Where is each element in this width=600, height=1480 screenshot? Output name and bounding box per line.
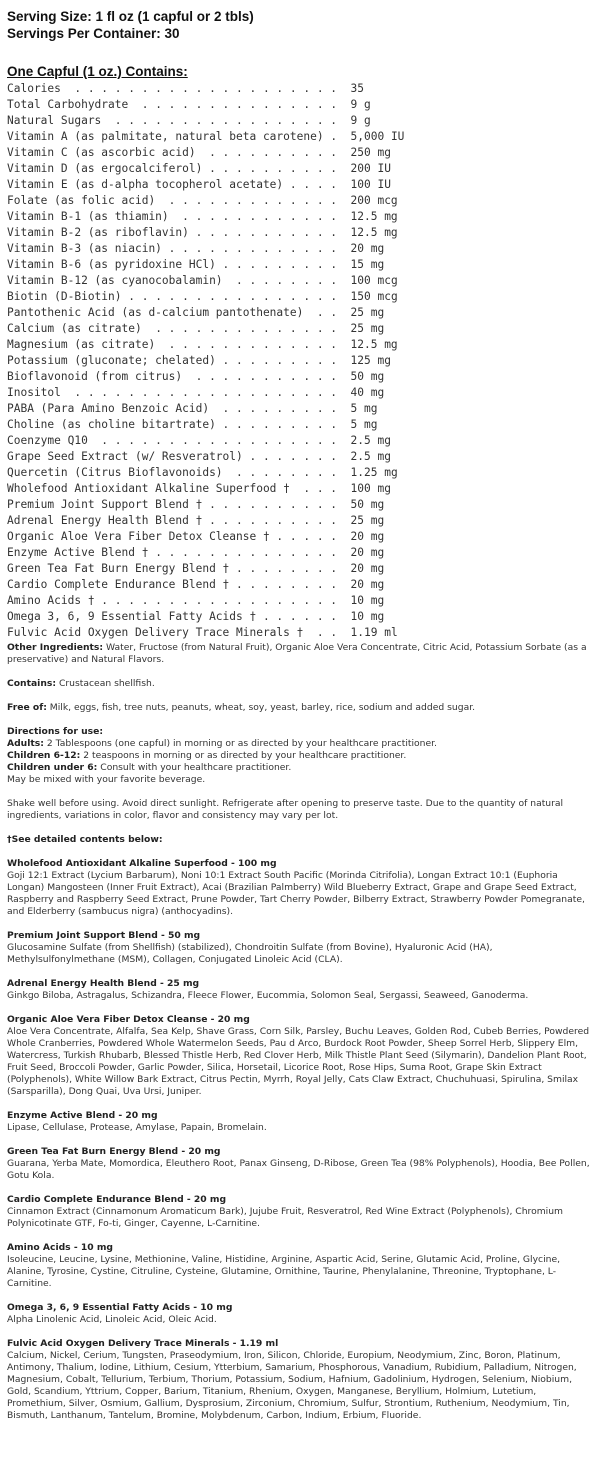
adults-text: 2 Tablespoons (one capful) in morning or as directed by your healthcare practitioner. [43, 738, 437, 749]
nutrient-value: 25 mg [350, 322, 385, 335]
nutrient-label: Fulvic Acid Oxygen Delivery Trace Minerals † [7, 626, 304, 639]
nutrient-label: Premium Joint Support Blend † [7, 498, 203, 511]
blend-ingredients: Ginkgo Biloba, Astragalus, Schizandra, Fleece Flower, Eucommia, Solomon Seal, Sergassi, Seaweed, Ganoderma. [7, 990, 529, 1001]
nutrient-label: Omega 3, 6, 9 Essential Fatty Acids † [7, 610, 257, 623]
other-ingredients-text: Water, Fructose (from Natural Fruit), Organic Aloe Vera Concentrate, Citric Acid, Potassium Sorbate (as a preservative) and Natural Flavors. [7, 642, 587, 665]
contains-label: Contains: [7, 678, 57, 689]
nutrient-label: Vitamin B-2 (as riboflavin) [7, 226, 189, 239]
shake-note: Shake well before using. Avoid direct sunlight. Refrigerate after opening to preserve taste. Due to the quantity of natural ingredients, variations in color, flavor and consistency may vary per lot. [7, 798, 564, 821]
blend-title: Green Tea Fat Burn Energy Blend - 20 mg [7, 1146, 221, 1157]
other-ingredients-label: Other Ingredients: [7, 642, 104, 653]
nutrient-label: Potassium (gluconate; chelated) [7, 354, 216, 367]
nutrient-value: 20 mg [350, 562, 385, 575]
nutrient-label: Biotin (D-Biotin) [7, 290, 122, 303]
blend-title: Organic Aloe Vera Fiber Detox Cleanse - 20 mg [7, 1014, 250, 1025]
nutrient-row [7, 97, 593, 113]
dot-leader: . . . . . . . . . . . . . [155, 194, 351, 207]
dot-leader: . . . . . . . . . . . . . . [141, 322, 351, 335]
blend-section [7, 930, 593, 966]
nutrient-value: 25 mg [350, 306, 385, 319]
dot-leader: . . . . . . . . . [209, 402, 351, 415]
nutrient-value: 200 mcg [350, 194, 398, 207]
nutrient-row [7, 225, 593, 241]
nutrient-row [7, 625, 593, 641]
nutrient-value: 20 mg [350, 242, 385, 255]
dot-leader: . . . . . . . . . . [195, 146, 351, 159]
dot-leader: . . . . . . . [242, 450, 351, 463]
blend-list [7, 858, 593, 1422]
children-label: Children 6-12: [7, 750, 81, 761]
nutrient-value: 2.5 mg [350, 450, 391, 463]
nutrient-label: Vitamin B-3 (as niacin) [7, 242, 162, 255]
nutrient-value: 100 mg [350, 482, 391, 495]
dot-leader: . [323, 130, 351, 143]
nutrient-row [7, 145, 593, 161]
nutrient-row [7, 513, 593, 529]
directions-heading-text: Directions for use: [7, 726, 103, 737]
dot-leader: . . . . . . . . . . . . . . . . . . [94, 594, 351, 607]
dot-leader: . . . . . . . . [222, 274, 351, 287]
blend-title: Amino Acids - 10 mg [7, 1242, 113, 1253]
nutrient-list [7, 81, 593, 641]
blend-section [7, 978, 593, 1002]
see-detailed-note [7, 834, 593, 846]
dot-leader: . . . . . . . . [222, 466, 351, 479]
blend-title: Adrenal Energy Health Blend - 25 mg [7, 978, 200, 989]
nutrient-value: 5 mg [350, 402, 378, 415]
nutrient-row [7, 561, 593, 577]
dot-leader: . . . . . . . . . . . . [168, 210, 351, 223]
nutrient-label: Vitamin B-1 (as thiamin) [7, 210, 169, 223]
nutrient-row [7, 209, 593, 225]
nutrient-label: Adrenal Energy Health Blend † [7, 514, 203, 527]
nutrient-row [7, 337, 593, 353]
nutrient-label: Inositol [7, 386, 61, 399]
blend-title: Cardio Complete Endurance Blend - 20 mg [7, 1194, 227, 1205]
nutrient-row [7, 417, 593, 433]
nutrient-value: 5 mg [350, 418, 378, 431]
nutrient-value: 50 mg [350, 498, 385, 511]
nutrient-label: Vitamin D (as ergocalciferol) [7, 162, 203, 175]
nutrient-label: Grape Seed Extract (w/ Resveratrol) [7, 450, 243, 463]
adults-label: Adults: [7, 738, 44, 749]
under6-label: Children under 6: [7, 762, 98, 773]
nutrient-label: Folate (as folic acid) [7, 194, 156, 207]
dot-leader: . . . . [283, 178, 351, 191]
nutrient-row [7, 289, 593, 305]
nutrient-label: Vitamin E (as d-alpha tocopherol acetate) [7, 178, 284, 191]
blend-ingredients: Calcium, Nickel, Cerium, Tungsten, Praseodymium, Iron, Silicon, Chloride, Europium, Neodymium, Zinc, Boron, Platinum, Antimony, Thalium, Iodine, Lithium, Cesium, Ytterbium, Samarium, Phosphorous, Vanadium, Rubidium, Palladium, Nitrogen, Magnesium, Cobalt, Tellurium, Terbium, Thorium, Potassium, Sodium, Hafnium, Gadolinium, Hydrogen, Selenium, Niobium, Gold, Scandium, Yttrium, Copper, Barium, Titanium, Rhenium, Oxygen, Manganese, Beryllium, Holmium, Lutetium, Promethium, Silver, Osmium, Gallium, Dysprosium, Zirconium, Chromium, Sulfur, Strontium, Ruthenium, Neodymium, Tin, Bismuth, Lanthanum, Tantelum, Bromine, Molybdenum, Carbon, Indium, Erbium, Fluoride. [7, 1350, 577, 1421]
nutrient-label: Magnesium (as citrate) [7, 338, 156, 351]
nutrient-value: 20 mg [350, 578, 385, 591]
nutrient-label: Calories [7, 82, 61, 95]
nutrient-row [7, 305, 593, 321]
nutrient-value: 5,000 IU [350, 130, 405, 143]
directions-heading [7, 726, 593, 738]
nutrient-value: 35 [350, 82, 364, 95]
dot-leader: . . . . . . . . . . . . . [161, 242, 351, 255]
nutrient-label: Organic Aloe Vera Fiber Detox Cleanse † [7, 530, 270, 543]
dot-leader: . . . . . . . . . . . . . . . . [121, 290, 351, 303]
dot-leader: . . . . . . . . . . . . . [155, 338, 351, 351]
blend-section [7, 1146, 593, 1182]
nutrient-label: Natural Sugars [7, 114, 102, 127]
directions-children [7, 750, 593, 762]
blend-ingredients: Guarana, Yerba Mate, Momordica, Eleuthero Root, Panax Ginseng, D-Ribose, Green Tea (98% Polyphenols), Hoodia, Bee Pollen, Gotu Kola. [7, 1158, 590, 1181]
nutrient-value: 12.5 mg [350, 226, 398, 239]
dot-leader: . . . . . [269, 530, 351, 543]
nutrient-row [7, 321, 593, 337]
blend-section [7, 1110, 593, 1134]
directions-adults [7, 738, 593, 750]
dot-leader: . . . . . . . . . . . . . . . [128, 98, 351, 111]
nutrient-row [7, 129, 593, 145]
dot-leader: . . . . . . . . [229, 578, 351, 591]
nutrient-value: 9 g [350, 114, 371, 127]
nutrient-value: 25 mg [350, 514, 385, 527]
nutrient-label: Pantothenic Acid (as d-calcium pantothenate) [7, 306, 304, 319]
nutrient-label: PABA (Para Amino Benzoic Acid) [7, 402, 210, 415]
dot-leader: . . . . . . . . . [215, 258, 351, 271]
nutrient-value: 12.5 mg [350, 210, 398, 223]
dot-leader: . . . . . . . . . . [202, 162, 351, 175]
nutrient-label: Vitamin C (as ascorbic acid) [7, 146, 196, 159]
blend-section [7, 1242, 593, 1290]
nutrient-value: 50 mg [350, 370, 385, 383]
contains-statement [7, 678, 593, 690]
nutrient-row [7, 545, 593, 561]
nutrient-label: Vitamin A (as palmitate, natural beta carotene) [7, 130, 324, 143]
directions [7, 726, 593, 786]
nutrient-label: Choline (as choline bitartrate) [7, 418, 216, 431]
blend-section [7, 1014, 593, 1098]
nutrient-value: 150 mcg [350, 290, 398, 303]
blend-section [7, 1194, 593, 1230]
dot-leader: . . . . . . [256, 610, 351, 623]
nutrient-label: Amino Acids † [7, 594, 95, 607]
nutrient-value: 10 mg [350, 594, 385, 607]
nutrient-label: Total Carbohydrate [7, 98, 129, 111]
nutrient-value: 100 IU [350, 178, 391, 191]
nutrient-value: 40 mg [350, 386, 385, 399]
blend-title: Fulvic Acid Oxygen Delivery Trace Minerals - 1.19 ml [7, 1338, 279, 1349]
dot-leader: . . . . . . . . . . . [182, 370, 351, 383]
nutrient-value: 200 IU [350, 162, 391, 175]
serving-size: Serving Size: 1 fl oz (1 capful or 2 tbls) [7, 9, 254, 24]
nutrient-label: Vitamin B-6 (as pyridoxine HCl) [7, 258, 216, 271]
other-ingredients [7, 642, 593, 666]
nutrient-label: Vitamin B-12 (as cyanocobalamin) [7, 274, 223, 287]
blend-title: Wholefood Antioxidant Alkaline Superfood - 100 mg [7, 858, 277, 869]
nutrient-row [7, 241, 593, 257]
dot-leader: . . . . . . . . . [215, 418, 351, 431]
nutrient-value: 100 mcg [350, 274, 398, 287]
nutrient-row [7, 577, 593, 593]
nutrient-value: 1.19 ml [350, 626, 398, 639]
directions-under6 [7, 762, 593, 774]
blend-section [7, 1338, 593, 1422]
dot-leader: . . [303, 306, 351, 319]
nutrient-value: 20 mg [350, 546, 385, 559]
nutrient-row [7, 161, 593, 177]
nutrient-row [7, 113, 593, 129]
nutrient-row [7, 593, 593, 609]
nutrient-row [7, 401, 593, 417]
nutrient-row [7, 481, 593, 497]
nutrient-row [7, 385, 593, 401]
nutrient-row [7, 353, 593, 369]
blend-section [7, 1302, 593, 1326]
servings-per-container: Servings Per Container: 30 [7, 26, 180, 41]
under6-text: Consult with your healthcare practitioner. [97, 762, 292, 773]
nutrient-label: Cardio Complete Endurance Blend † [7, 578, 230, 591]
dot-leader: . . . . . . . . . [215, 354, 351, 367]
nutrient-row [7, 273, 593, 289]
directions-mix: May be mixed with your favorite beverage. [7, 774, 206, 785]
nutrient-row [7, 465, 593, 481]
nutrient-row [7, 177, 593, 193]
nutrient-row [7, 193, 593, 209]
free-of-text: Milk, eggs, fish, tree nuts, peanuts, wheat, soy, yeast, barley, rice, sodium and added sugar. [46, 702, 476, 713]
blend-ingredients: Lipase, Cellulase, Protease, Amylase, Papain, Bromelain. [7, 1122, 267, 1133]
nutrient-value: 15 mg [350, 258, 385, 271]
nutrient-row [7, 81, 593, 97]
free-of-statement [7, 702, 593, 714]
blend-title: Omega 3, 6, 9 Essential Fatty Acids - 10 mg [7, 1302, 233, 1313]
blend-section [7, 858, 593, 918]
dot-leader: . . . . . . . . . . . . . . [148, 546, 351, 559]
nutrient-label: Calcium (as citrate) [7, 322, 142, 335]
dot-leader: . . . . . . . . . . . [188, 226, 351, 239]
dot-leader: . . . . . . . . . . [202, 514, 351, 527]
children-text: 2 teaspoons in morning or as directed by your healthcare practitioner. [80, 750, 407, 761]
nutrient-value: 125 mg [350, 354, 391, 367]
nutrient-row [7, 369, 593, 385]
contains-text: Crustacean shellfish. [56, 678, 155, 689]
dot-leader: . . . . . . . . . . [202, 498, 351, 511]
dot-leader: . . . [289, 482, 351, 495]
nutrient-row [7, 433, 593, 449]
nutrient-value: 2.5 mg [350, 434, 391, 447]
blend-ingredients: Isoleucine, Leucine, Lysine, Methionine, Valine, Histidine, Arginine, Aspartic Acid, Serine, Glutamic Acid, Proline, Glycine, Alanine, Tyrosine, Cystine, Citruline, Cysteine, Glutamine, Ornithine, Taurine, Phenylalanine, Threonine, Tryptophane, L-Carnitine. [7, 1254, 561, 1289]
blend-title: Premium Joint Support Blend - 50 mg [7, 930, 201, 941]
blend-ingredients: Goji 12:1 Extract (Lycium Barbarum), Noni 10:1 Extract South Pacific (Morinda Citrifolia), Longan Extract 10:1 (Euphoria Longan) Mangosteen (Inner Fruit Extract), Acai (Brazilian Palmberry) Wild Blueberry Extract, Grape and Grape Seed Extract, Raspberry and Raspberry Seed Extract, Prune Powder, Tart Cherry Powder, Bilberry Extract, Strawberry Powder Pomegranate, and Elderberry (sambucus nigra) (anthocyadins). [7, 870, 585, 917]
dot-leader: . . . . . . . . [229, 562, 351, 575]
blend-ingredients: Glucosamine Sulfate (from Shellfish) (stabilized), Chondroitin Sulfate (from Bovine), Hyaluronic Acid (HA), Methylsulfonylmethane (MSM), Collagen, Conjugated Linoleic Acid (CLA). [7, 942, 493, 965]
dot-leader: . . . . . . . . . . . . . . . . . . . . [60, 386, 351, 399]
contains-heading: One Capful (1 oz.) Contains: [7, 64, 188, 79]
nutrient-label: Bioflavonoid (from citrus) [7, 370, 183, 383]
nutrient-row [7, 497, 593, 513]
nutrient-value: 250 mg [350, 146, 391, 159]
free-of-label: Free of: [7, 702, 47, 713]
see-detailed-text: †See detailed contents below: [7, 834, 163, 845]
dot-leader: . . . . . . . . . . . . . . . . . [101, 114, 351, 127]
blend-ingredients: Alpha Linolenic Acid, Linoleic Acid, Oleic Acid. [7, 1314, 217, 1325]
nutrient-value: 10 mg [350, 610, 385, 623]
blend-ingredients: Aloe Vera Concentrate, Alfalfa, Sea Kelp, Shave Grass, Corn Silk, Parsley, Buchu Leaves, Golden Rod, Cubeb Berries, Powdered Whole Cranberries, Powdered Whole Watermelon Seeds, Pau d Arco, Burdock Root Powder, Sheep Sorrel Herb, Slippery Elm, Watercress, Turkish Rhubarb, Blessed Thistle Herb, Red Clover Herb, Milk Thistle Plant Seed (Silymarin), Dandelion Plant Root, Fruit Seed, Broccoli Powder, Garlic Powder, Silica, Horsetail, Licorice Root, Rose Hips, Suma Root, Grape Skin Extract (Polyphenols), White Willow Bark Extract, Citrus Pectin, Myrrh, Royal Jelly, Cats Claw Extract, Chuchuhuasi, Spirulina, Smilax (Sarsparilla), Dong Quai, Uva Ursi, Juniper. [7, 1026, 590, 1097]
nutrient-value: 20 mg [350, 530, 385, 543]
blend-title: Enzyme Active Blend - 20 mg [7, 1110, 158, 1121]
nutrient-value: 12.5 mg [350, 338, 398, 351]
nutrient-row [7, 529, 593, 545]
nutrient-label: Enzyme Active Blend † [7, 546, 149, 559]
dot-leader: . . [303, 626, 351, 639]
dot-leader: . . . . . . . . . . . . . . . . . . [87, 434, 351, 447]
nutrient-label: Coenzyme Q10 [7, 434, 88, 447]
nutrient-value: 1.25 mg [350, 466, 398, 479]
nutrient-row [7, 257, 593, 273]
nutrient-label: Wholefood Antioxidant Alkaline Superfood † [7, 482, 290, 495]
nutrient-row [7, 609, 593, 625]
nutrient-label: Quercetin (Citrus Bioflavonoids) [7, 466, 223, 479]
nutrient-label: Green Tea Fat Burn Energy Blend † [7, 562, 230, 575]
dot-leader: . . . . . . . . . . . . . . . . . . . . [60, 82, 351, 95]
nutrient-value: 9 g [350, 98, 371, 111]
blend-ingredients: Cinnamon Extract (Cinnamonum Aromaticum Bark), Jujube Fruit, Resveratrol, Red Wine Extract (Polyphenols), Chromium Polynicotinate GTF, Fo-ti, Ginger, Cayenne, L-Carnitine. [7, 1206, 564, 1229]
nutrient-row [7, 449, 593, 465]
